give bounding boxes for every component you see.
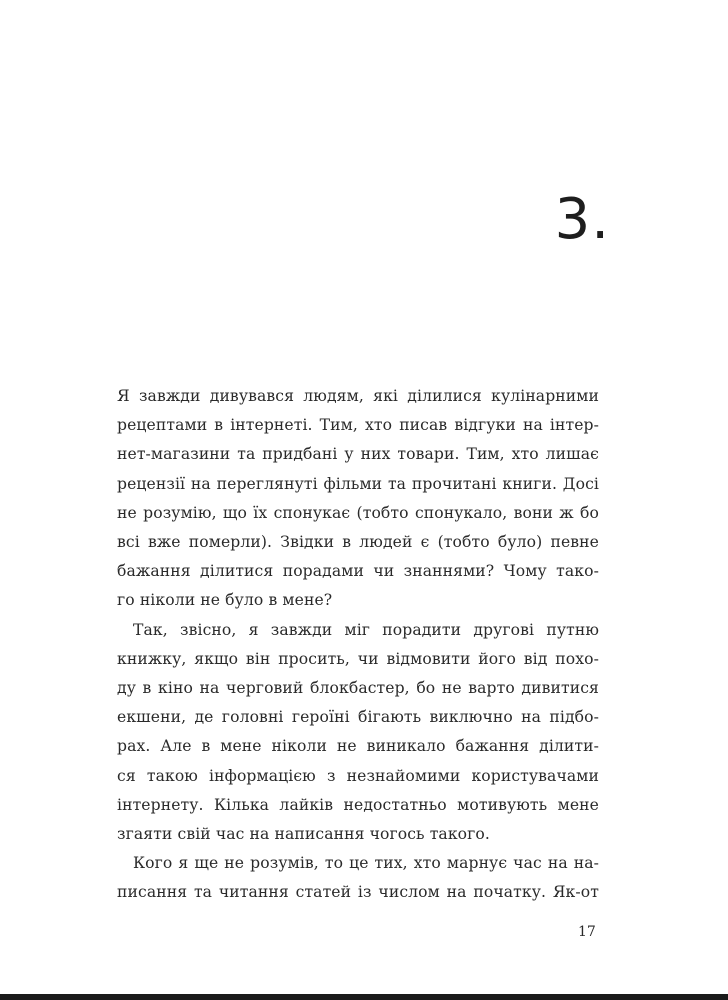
text-line: згаяти свій час на написання чогось такого. bbox=[117, 825, 490, 844]
text-line: рецензії на переглянуті фільми та прочитані книги. Досі bbox=[117, 474, 599, 493]
text-line: рецептами в інтернеті. Тим, хто писав відгуки на інтер- bbox=[117, 416, 599, 435]
page-bottom-edge bbox=[0, 994, 728, 1000]
text-line: Так, звісно, я завжди міг порадити другові путню bbox=[133, 620, 599, 639]
text-line: Кого я ще не розумів, то це тих, хто марнує час на на- bbox=[133, 854, 599, 873]
text-line: нет-магазини та придбані у них товари. Тим, хто лишає bbox=[117, 445, 599, 464]
text-line: го ніколи не було в мене? bbox=[117, 591, 333, 610]
text-line: Я завжди дивувався людям, які ділилися кулінарними bbox=[117, 387, 599, 405]
text-line: ся такою інформацією з незнайомими користувачами bbox=[117, 766, 599, 785]
text-line: всі вже померли). Звідки в людей є (тобто було) певне bbox=[117, 533, 599, 552]
body-text bbox=[117, 382, 599, 908]
chapter-number: 3. bbox=[554, 187, 610, 252]
text-line: рах. Але в мене ніколи не виникало бажання ділити- bbox=[117, 737, 599, 756]
text-line: ду в кіно на черговий блокбастер, бо не варто дивитися bbox=[117, 679, 599, 698]
text-line: книжку, якщо він просить, чи відмовити його від похо- bbox=[117, 649, 599, 668]
text-line: бажання ділитися порадами чи знаннями? Чому тако- bbox=[117, 562, 599, 581]
text-line: писання та читання статей із числом на початку. Як-от bbox=[117, 883, 599, 902]
text-line: не розумію, що їх спонукає (тобто спонукало, вони ж бо bbox=[117, 503, 599, 522]
text-line: інтернету. Кілька лайків недостатньо мотивують мене bbox=[117, 795, 599, 814]
text-line: екшени, де головні героїні бігають виключно на підбо- bbox=[117, 708, 599, 727]
page-number: 17 bbox=[578, 924, 596, 940]
